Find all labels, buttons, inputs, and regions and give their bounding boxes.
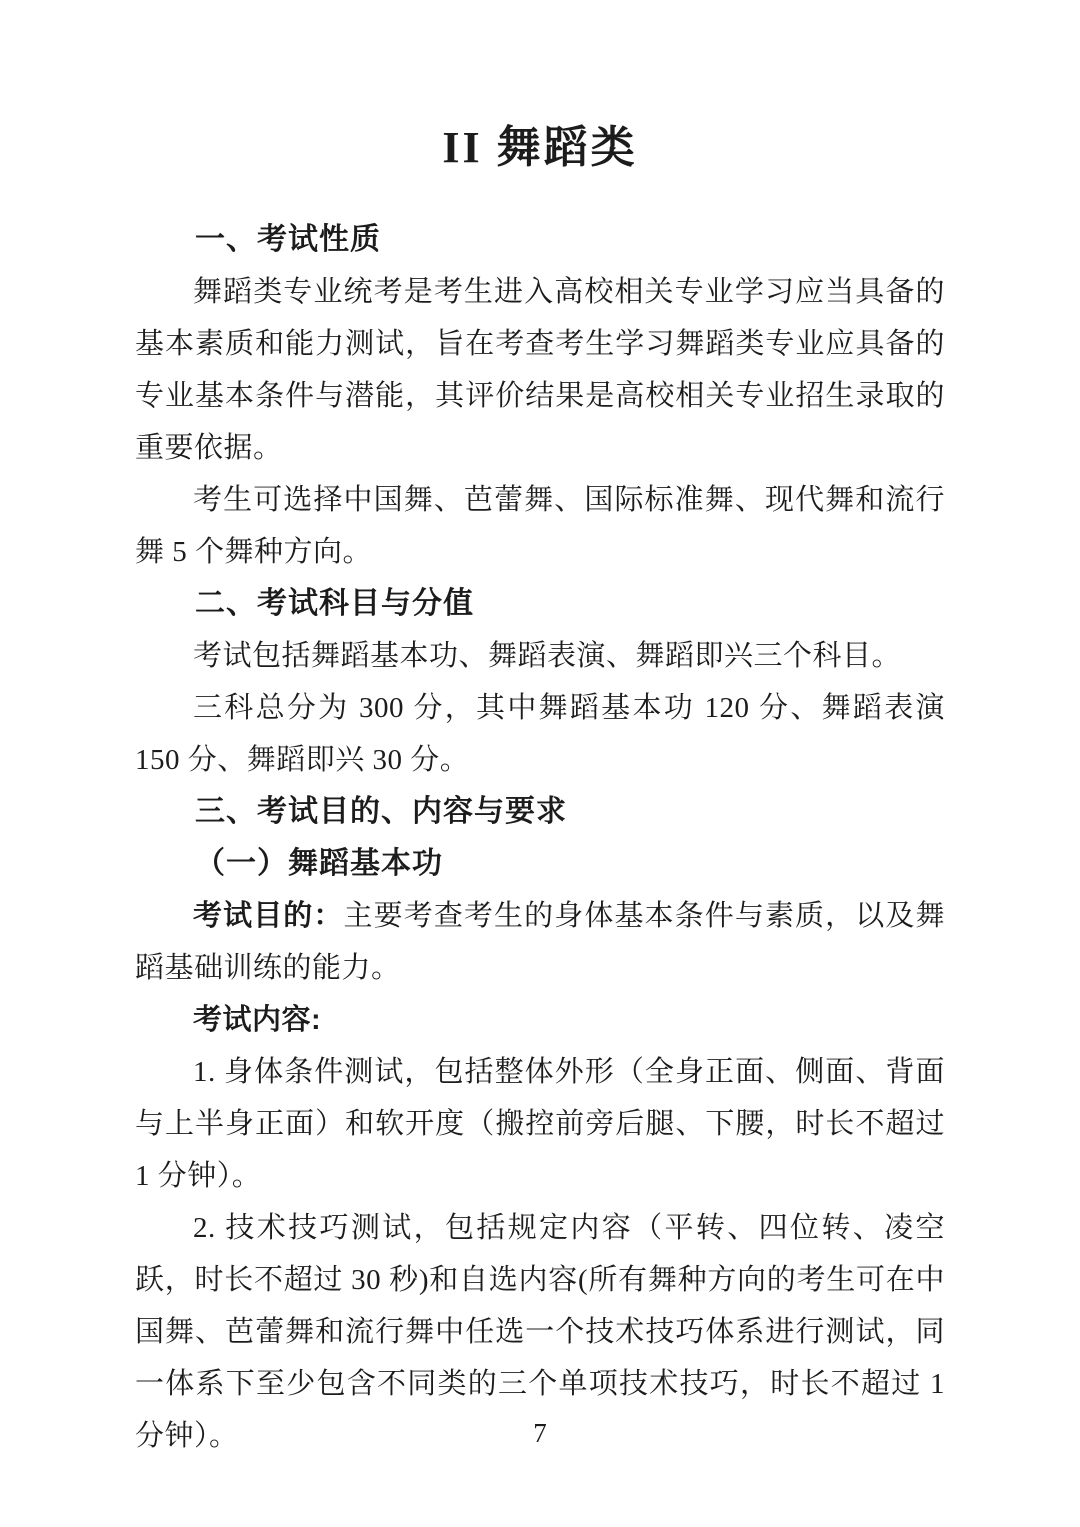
exam-purpose-label: 考试目的： [193, 900, 344, 932]
paragraph-exam-content-item-2: 2. 技术技巧测试，包括规定内容（平转、四位转、凌空跃，时长不超过 30 秒)和自选内容(所有舞种方向的考生可在中国舞、芭蕾舞和流行舞中任选一个技术技巧体系进行测试，同一体系下至少包含不同类的三个单项技术技巧，时长不超过 1 分钟）。 [135, 1212, 945, 1452]
paragraph-exam-nature-1: 舞蹈类专业统考是考生进入高校相关专业学习应当具备的基本素质和能力测试，旨在考查考生学习舞蹈类专业应具备的专业基本条件与潜能，其评价结果是高校相关专业招生录取的重要依据。 [135, 276, 945, 464]
section-heading-subjects-scores: 二、考试科目与分值 [195, 587, 474, 620]
paragraph-exam-nature-2: 考生可选择中国舞、芭蕾舞、国际标准舞、现代舞和流行舞 5 个舞种方向。 [135, 484, 945, 568]
section-heading-purpose-content-requirements: 三、考试目的、内容与要求 [195, 795, 567, 828]
section-heading-exam-nature: 一、考试性质 [195, 223, 381, 256]
paragraph-exam-content-item-1: 1. 身体条件测试，包括整体外形（全身正面、侧面、背面与上半身正面）和软开度（搬控前旁后腿、下腰，时长不超过 1 分钟）。 [135, 1056, 945, 1192]
paragraph-subjects-1: 考试包括舞蹈基本功、舞蹈表演、舞蹈即兴三个科目。 [193, 640, 902, 672]
paragraph-exam-purpose [135, 890, 945, 994]
exam-content-label: 考试内容: [193, 1004, 322, 1036]
document-title: II 舞蹈类 [442, 123, 638, 172]
subsection-heading-dance-basics: （一）舞蹈基本功 [195, 847, 443, 880]
exam-purpose-text: 主要考查考生的身体基本条件与素质，以及舞蹈基础训练的能力。 [135, 900, 945, 984]
page-number: 7 [533, 1418, 547, 1448]
paragraph-subjects-2: 三科总分为 300 分，其中舞蹈基本功 120 分、舞蹈表演 150 分、舞蹈即兴 30 分。 [135, 692, 945, 776]
